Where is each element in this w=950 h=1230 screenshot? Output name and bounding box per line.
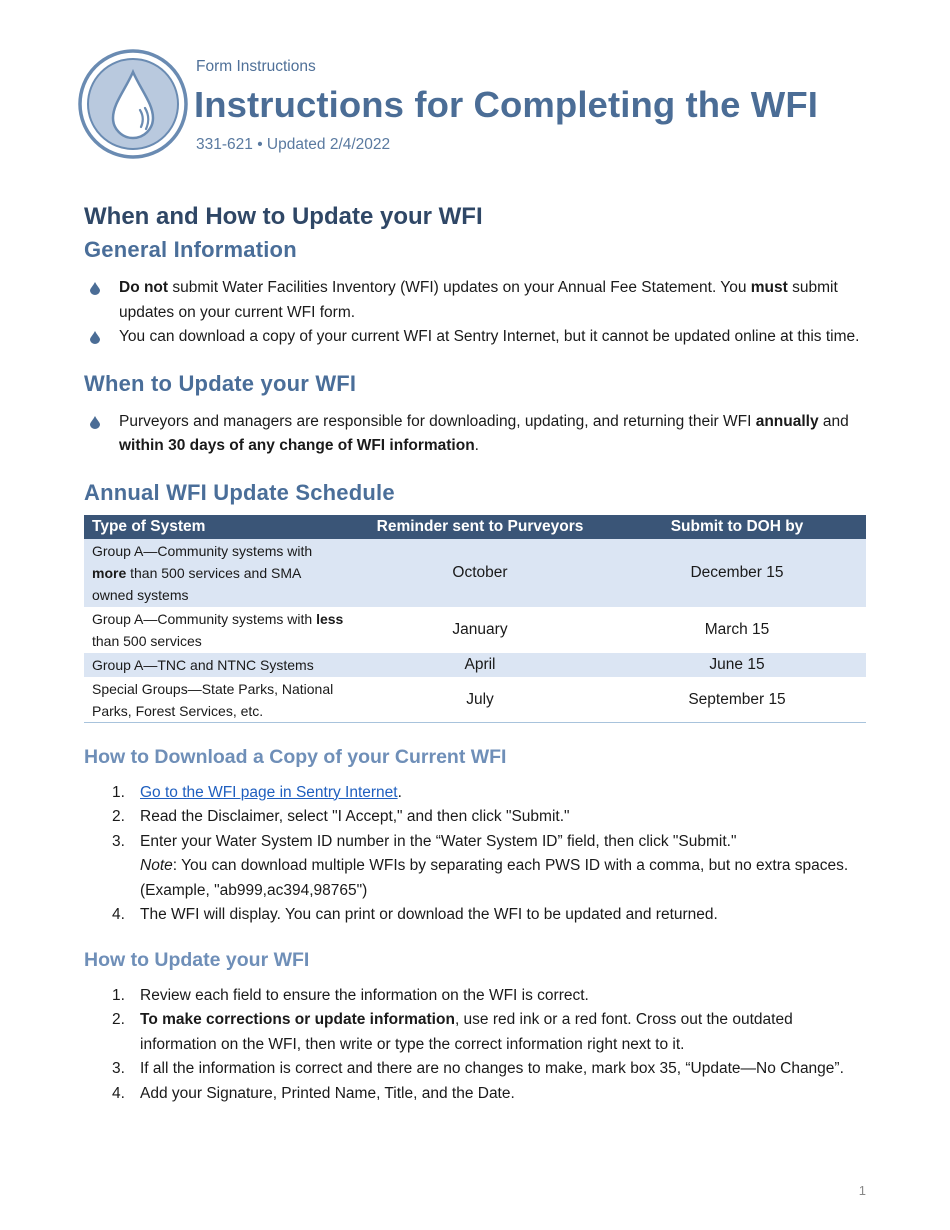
list-item: 1. Go to the WFI page in Sentry Internet. xyxy=(112,783,402,801)
list-item: 3. If all the information is correct and there are no changes to make, mark box 35, “Update—No Change”. xyxy=(112,1060,844,1077)
download-heading: How to Download a Copy of your Current WFI xyxy=(84,745,507,768)
general-information-list xyxy=(84,276,868,350)
document-meta: 331-621 • Updated 2/4/2022 xyxy=(196,136,391,153)
submit-cell: December 15 xyxy=(608,539,866,608)
list-item: Do not submit Water Facilities Inventory (WFI) updates on your Annual Fee Statement. You must submit updates on your current WFI form. xyxy=(84,276,868,325)
table-row xyxy=(84,539,866,608)
when-to-update-list xyxy=(84,410,868,459)
water-drop-bullet-icon xyxy=(90,282,100,295)
reminder-cell: October xyxy=(352,539,608,608)
reminder-cell: April xyxy=(352,652,608,677)
download-steps-list xyxy=(84,781,868,928)
column-header: Type of System xyxy=(84,515,352,539)
note-label: Note xyxy=(140,857,173,874)
reminder-cell: January xyxy=(352,607,608,652)
submit-cell: March 15 xyxy=(608,607,866,652)
list-item: Purveyors and managers are responsible for downloading, updating, and returning their WFI annually and within 30 days of any change of WFI information. xyxy=(84,410,868,459)
list-item: 4. Add your Signature, Printed Name, Title, and the Date. xyxy=(112,1084,515,1102)
sentry-internet-link[interactable]: Go to the WFI page in Sentry Internet xyxy=(140,783,398,801)
system-type-cell: Group A—TNC and NTNC Systems xyxy=(84,652,352,677)
list-item: You can download a copy of your current WFI at Sentry Internet, but it cannot be updated online at this time. xyxy=(84,325,868,350)
system-type-cell: Group A—Community systems with less than 500 services xyxy=(84,607,352,652)
list-item: 1. Review each field to ensure the information on the WFI is correct. xyxy=(112,986,589,1004)
column-header: Reminder sent to Purveyors xyxy=(352,515,608,539)
document-body xyxy=(84,200,868,1106)
document-title: Instructions for Completing the WFI xyxy=(194,84,818,125)
update-schedule-table xyxy=(84,515,866,723)
reminder-cell: July xyxy=(352,677,608,722)
submit-cell: June 15 xyxy=(608,652,866,677)
list-item: 2. Read the Disclaimer, select "I Accept," and then click "Submit." xyxy=(112,808,570,825)
when-to-update-heading: When to Update your WFI xyxy=(84,370,357,396)
list-item: 2. To make corrections or update information, use red ink or a red font. Cross out the outdated information on the WFI, then write or type the correct information right next to it. xyxy=(112,1011,793,1053)
water-drop-bullet-icon xyxy=(90,331,100,344)
update-steps-list xyxy=(84,984,868,1107)
column-header: Submit to DOH by xyxy=(608,515,866,539)
system-type-cell: Special Groups—State Parks, National Parks, Forest Services, etc. xyxy=(84,677,352,722)
table-row xyxy=(84,652,866,677)
schedule-heading: Annual WFI Update Schedule xyxy=(84,479,395,505)
table-header-row xyxy=(84,515,866,539)
list-item: 4. The WFI will display. You can print or download the WFI to be updated and returned. xyxy=(112,906,718,923)
list-item: 3. Enter your Water System ID number in the “Water System ID” field, then click "Submit." Note: You can download multiple WFIs by separating each PWS ID with a comma, but no extra spaces. (Example, "ab999,ac394,98765") xyxy=(112,832,849,899)
water-drop-bullet-icon xyxy=(90,416,100,429)
system-type-cell: Group A—Community systems with more than 500 services and SMA owned systems xyxy=(84,539,352,608)
update-heading: How to Update your WFI xyxy=(84,948,310,971)
page-heading: When and How to Update your WFI xyxy=(84,203,483,230)
table-row xyxy=(84,607,866,652)
table-row xyxy=(84,677,866,722)
water-drop-logo-icon xyxy=(77,48,189,160)
submit-cell: September 15 xyxy=(608,677,866,722)
page-number: 1 xyxy=(858,1183,866,1198)
general-information-heading: General Information xyxy=(84,237,297,262)
document-type: Form Instructions xyxy=(196,58,316,75)
